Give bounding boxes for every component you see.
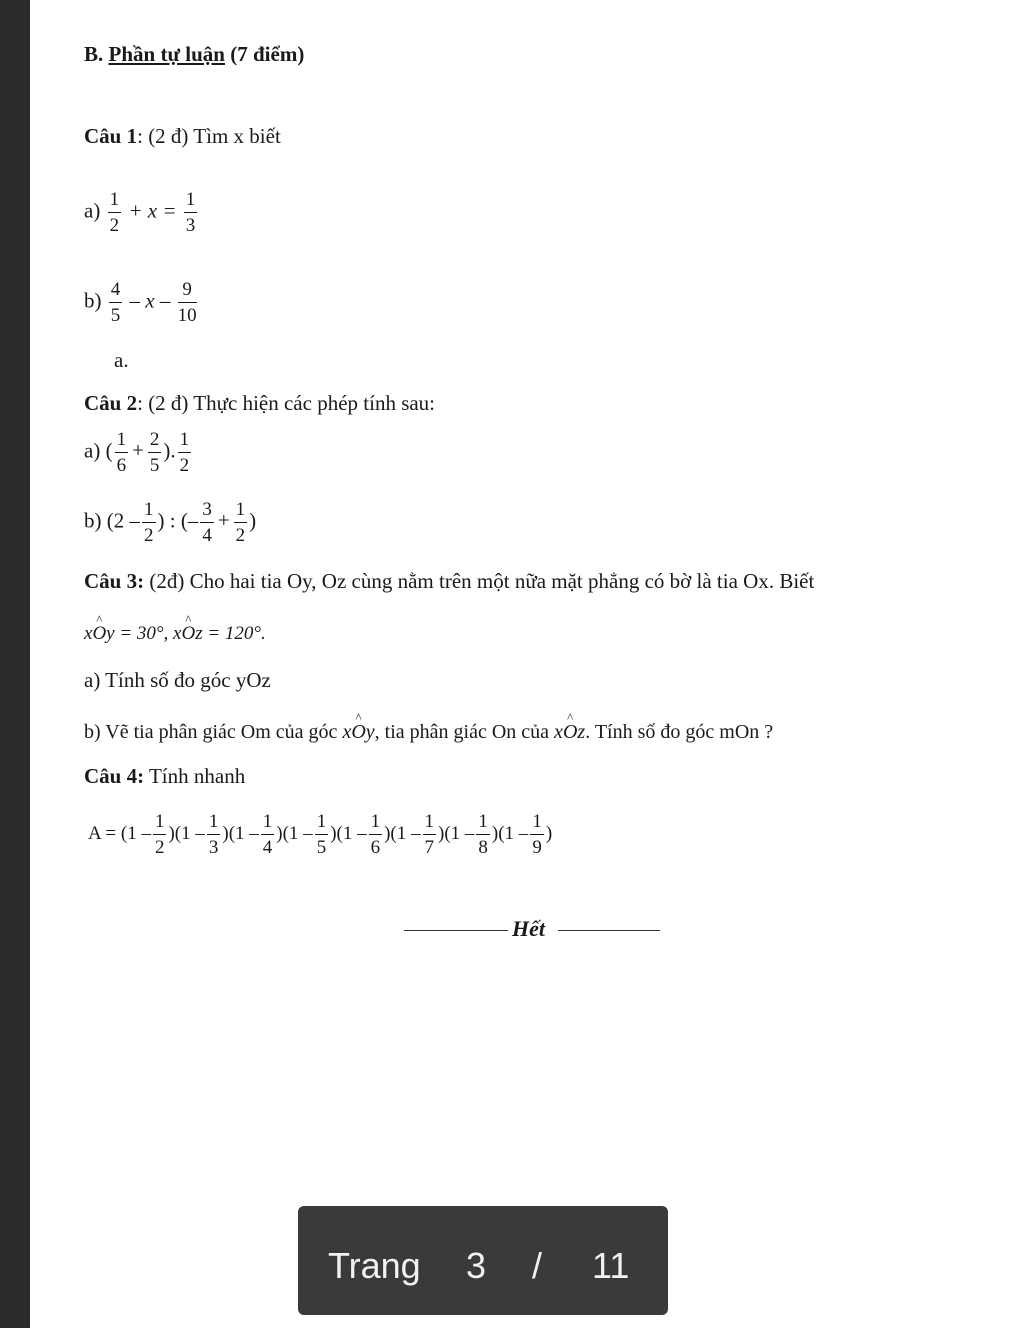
q4-factor-frac: $\frac{1}{5}$	[316, 811, 327, 858]
q1b-frac-2: $\frac{9}{10}$	[177, 279, 197, 326]
q2b-frac-2: $\frac{3}{4}$	[202, 499, 212, 546]
q4-factor-close: )	[276, 822, 283, 844]
section-prefix: B.	[84, 42, 104, 66]
q4-factor-frac: $\frac{1}{2}$	[154, 811, 165, 858]
question-3-label: Câu 3:	[84, 569, 145, 593]
end-rule-left	[404, 930, 508, 931]
q2b-op: +	[217, 508, 230, 533]
q3b-post: . Tính số đo góc mOn ?	[585, 721, 774, 743]
q3b-angle1-y: y	[365, 721, 375, 743]
q4-factor-open: (1 –	[228, 822, 259, 844]
q4-factor-close: )	[330, 822, 337, 844]
q2a-frac-2: $\frac{2}{5}$	[149, 429, 160, 476]
question-2a	[84, 430, 193, 475]
q3b-angle2-z: z	[577, 721, 586, 743]
question-1b	[84, 280, 199, 325]
q2a-close: ).	[163, 438, 176, 463]
question-4-text: Tính nhanh	[144, 764, 246, 788]
q1a-frac-2: $\frac{1}{3}$	[185, 189, 196, 236]
q1b-label: b)	[84, 288, 102, 313]
question-2-text: : (2 đ) Thực hiện các phép tính sau:	[137, 391, 436, 415]
left-edge-bar	[0, 0, 30, 1328]
q4-factor-open: (1 –	[282, 822, 313, 844]
question-3-text: (2đ) Cho hai tia Oy, Oz cùng nằm trên một nữa mặt phẳng có bờ là tia Ox. Biết	[144, 569, 815, 593]
question-1-heading	[84, 126, 281, 147]
angle1-o: ^ O	[92, 624, 106, 643]
q1a-mid: + x =	[128, 198, 177, 223]
q2a-open: (	[105, 438, 113, 463]
end-marker: Hết	[512, 916, 545, 941]
q4-factor-open: (1 –	[174, 822, 205, 844]
q4-factor-frac: $\frac{1}{6}$	[370, 811, 381, 858]
q4-factor-close: )	[545, 822, 553, 844]
q4-factor-close: )	[438, 822, 445, 844]
angle2-value: = 120°.	[207, 623, 266, 644]
total-pages: 11	[592, 1245, 630, 1286]
q2b-frac-3: $\frac{1}{2}$	[235, 499, 246, 546]
question-2b	[84, 500, 256, 545]
angle2-x: x	[173, 623, 182, 644]
q3b-angle2-o: ^ O	[563, 722, 577, 742]
q4-factor-close: )	[168, 822, 175, 844]
end-rule-right	[558, 930, 660, 931]
q2a-frac-3: $\frac{1}{2}$	[179, 429, 190, 476]
angle2-o: ^ O	[181, 624, 195, 643]
angle1-x: x	[84, 623, 93, 644]
question-1a	[84, 190, 199, 235]
page-label: Trang	[328, 1245, 421, 1286]
page-indicator	[298, 1206, 668, 1315]
q2b-mid: ) : (–	[157, 508, 199, 533]
section-heading	[84, 44, 304, 65]
q4-factor-frac: $\frac{1}{8}$	[478, 811, 488, 858]
q4-prefix: A =	[88, 822, 121, 844]
question-3-angles	[84, 624, 266, 643]
section-points: (7 điểm)	[230, 42, 305, 66]
stray-label: a.	[114, 348, 129, 372]
question-2-heading	[84, 393, 435, 414]
question-3-heading	[84, 571, 814, 592]
q4-factor-open: (1 –	[444, 822, 475, 844]
question-3a: a) Tính số đo góc yOz	[84, 668, 271, 692]
q2a-op: +	[132, 438, 144, 463]
q2b-frac-1: $\frac{1}{2}$	[144, 499, 154, 546]
question-4-expression	[88, 812, 552, 857]
q4-factor-close: )	[384, 822, 391, 844]
q4-factor-open: (1 –	[390, 822, 421, 844]
question-4-heading	[84, 766, 245, 787]
q4-factor-open: (1 –	[498, 822, 529, 844]
current-page: 3	[466, 1245, 487, 1286]
q4-factors	[120, 811, 553, 858]
q4-factor-close: )	[491, 822, 499, 844]
q3b-angle1-o: ^ O	[351, 722, 365, 742]
q4-factor-frac: $\frac{1}{7}$	[424, 811, 434, 858]
q4-factor-frac: $\frac{1}{4}$	[262, 811, 273, 858]
q4-factor-open: (1 –	[120, 822, 151, 844]
q4-factor-frac: $\frac{1}{9}$	[532, 811, 542, 858]
q2b-close: )	[249, 508, 257, 533]
document-page	[30, 0, 1024, 1328]
q2b-label: b)	[84, 508, 102, 533]
page-separator: /	[532, 1245, 543, 1286]
question-3b	[84, 722, 773, 742]
q2b-start: (2 –	[106, 508, 140, 533]
question-2-label: Câu 2	[84, 391, 138, 415]
q3b-angle2-x: x	[554, 721, 563, 743]
q4-factor-open: (1 –	[336, 822, 367, 844]
q2a-label: a)	[84, 438, 101, 463]
angle2-z: z	[195, 623, 203, 644]
q1b-frac-1: $\frac{4}{5}$	[110, 279, 121, 326]
question-4-label: Câu 4:	[84, 764, 145, 788]
q3b-angle1-x: x	[342, 721, 352, 743]
q4-factor-close: )	[222, 822, 229, 844]
q3b-pre: b) Vẽ tia phân giác Om của góc	[84, 721, 338, 743]
question-1-text: : (2 đ) Tìm x biết	[137, 124, 281, 148]
angle1-y: y	[106, 623, 115, 644]
section-title: Phần tự luận	[108, 42, 225, 66]
q2a-frac-1: $\frac{1}{6}$	[116, 429, 127, 476]
q4-factor-frac: $\frac{1}{3}$	[208, 811, 219, 858]
q1b-mid: – x –	[129, 288, 171, 313]
q1a-frac-1: $\frac{1}{2}$	[109, 189, 120, 236]
q1a-label: a)	[84, 198, 101, 223]
q3b-mid: , tia phân giác On của	[374, 721, 550, 743]
angle1-value: = 30°,	[119, 623, 169, 644]
question-1-label: Câu 1	[84, 124, 138, 148]
